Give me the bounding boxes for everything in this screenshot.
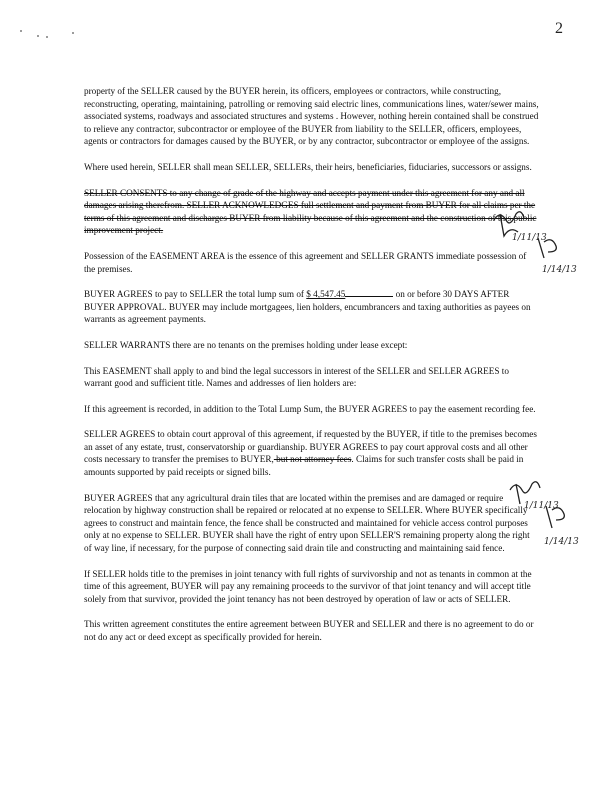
handwritten-signature-4: [540, 500, 600, 552]
handwritten-initials-2: [532, 228, 602, 283]
paragraph-seller-definition: Where used herein, SELLER shall mean SELLER, SELLERs, their heirs, beneficiaries, fiduciaries, successors or assigns.: [84, 161, 532, 172]
paragraph-possession: Possession of the EASEMENT AREA is the essence of this agreement and SELLER GRANTS immediate possession of the premises.: [84, 250, 527, 274]
court-struck-text: but not attorney fees: [273, 454, 352, 465]
paragraph-easement-title: This EASEMENT shall apply to and bind the legal successors in interest of the SELLER and SELLER AGREES to warrant good and sufficient title. Names and addresses of lien holders are:: [84, 365, 509, 389]
payment-blank-line: [345, 288, 393, 297]
handwritten-initials-4: [540, 500, 600, 557]
paragraph-payment: [84, 288, 539, 326]
handwritten-date-1: 1/11/13: [512, 233, 547, 243]
agreement-body: [84, 85, 539, 657]
handwritten-date-2: 1/14/13: [542, 265, 577, 275]
payment-amount: $ 4,547.45: [306, 289, 346, 300]
paragraph-drain-tiles: BUYER AGREES that any agricultural drain tiles that are located within the premises and are damaged or require relocation by highway construction shall be repaired or relocated at no expense to SELLER. Where BUYER specifically agrees to construct and maintain fence, the fence shall be constructed and maintained for vehicle access control purposes only at no expense to SELLER. BUYER shall have the right of entry upon SELLER'S remaining property along the right of way line, if necessary, for the purpose of connecting said drain tile and constructing and maintaining said fence.: [84, 492, 530, 554]
paragraph-damage-liability: property of the SELLER caused by the BUYER herein, its officers, employees or contractors, while constructing, reconstructing, operating, maintaining, patrolling or removing said electric lines, communications lines, water/sewer mains, associated systems, roadways and associated structures and systems . However, nothing herein contained shall be construed to relieve any contractor, subcontractor or employee of the BUYER from liability to the SELLER, officers, employees, agents or contractors for damages caused by the BUYER, or by any contractor, subcontractor or employee of the assigns.: [84, 86, 539, 147]
paragraph-joint-tenancy: If SELLER holds title to the premises in joint tenancy with full rights of survivorship and not as tenants in common at the time of this agreement, BUYER will pay any remaining proceeds to the survivor of that joint tenancy and will accept title solely from that survivor, provided the joint tenancy has not been destroyed by operation of law or acts of SELLER.: [84, 568, 532, 604]
handwritten-date-3: 1/11/13: [524, 501, 559, 511]
handwritten-signature-2: [532, 228, 602, 278]
paragraph-tenants: SELLER WARRANTS there are no tenants on the premises holding under lease except:: [84, 339, 408, 350]
paragraph-court-approval: [84, 428, 539, 478]
paragraph-entire-agreement: This written agreement constitutes the entire agreement between BUYER and SELLER and there is no agreement to do or not do any act or deed except as specifically provided for herein.: [84, 619, 534, 642]
scan-artifact-marks: [0, 0, 100, 50]
court-text-after: . Claims for such transfer costs shall be paid in amounts supported by paid receipts or signed bills.: [84, 454, 524, 478]
payment-text-before: BUYER AGREES to pay to SELLER the total lump sum of: [84, 289, 307, 300]
page-number: 2: [555, 20, 563, 37]
paragraph-consent-struck: SELLER CONSENTS to any change of grade of the highway and accepts payment under this agreement for any and all damages arising therefrom. SELLER ACKNOWLEDGES full settlement and payment from BUYER for all claims per the terms of this agreement and discharges BUYER from liability because of this agreement and the construction of this public improvement project.: [84, 187, 537, 236]
paragraph-recording-fee: If this agreement is recorded, in addition to the Total Lump Sum, the BUYER AGREES to pay the easement recording fee.: [84, 403, 536, 414]
handwritten-date-4: 1/14/13: [544, 537, 579, 547]
payment-text-after: on or before 30 DAYS AFTER BUYER APPROVAL. BUYER may include mortgagees, lien holders, encumbrancers and taxing authorities as payees on warrants as agreement payments.: [84, 289, 531, 325]
court-text-before: SELLER AGREES to obtain court approval of this agreement, if requested by the BUYER, if title to the premises becomes an asset of any estate, trust, conservatorship or guardianship. BUYER AGREES to pay court approval costs and all other costs necessary to transfer the premises to BUYER,: [84, 429, 537, 465]
